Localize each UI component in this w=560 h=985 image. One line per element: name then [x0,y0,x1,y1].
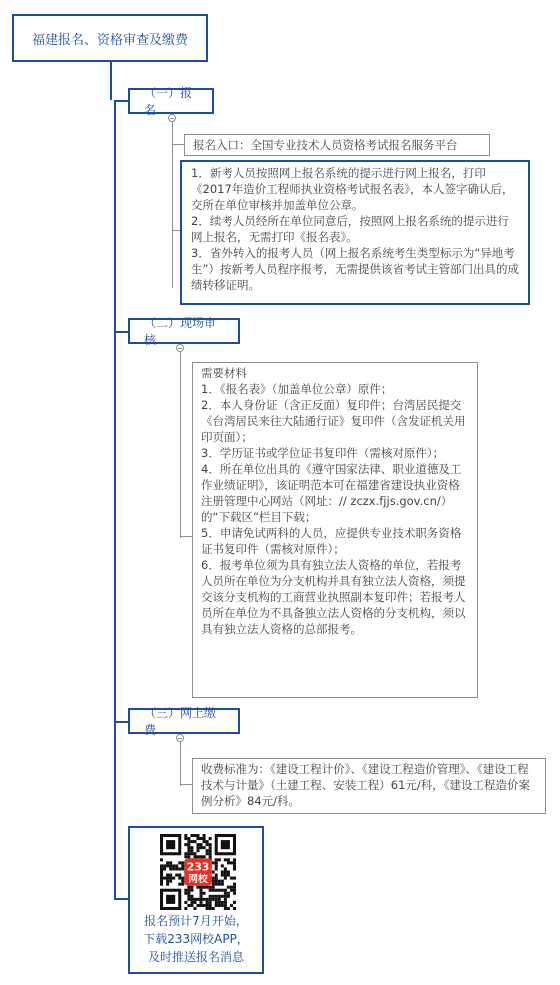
onsite-review-note [192,362,478,698]
registration-items-note [180,160,530,305]
qr-badge-number: 233 [186,860,210,874]
app-promo-card[interactable] [128,826,264,974]
sub-tick-s2 [180,536,192,537]
root-title: 福建报名、资格审查及缴费 [31,32,188,48]
material-item-2: 2．本人身份证（含正反面）复印件；台湾居民提交《台湾居民来往大陆通行证》复印件（含发证机关用印页面）； [201,398,466,444]
section-label: （三）网上缴费 [144,706,217,737]
section-label: （一）报名 [144,86,193,117]
material-item-5: 5．申请免试两科的人员，应提供专业技术职务资格证书复印件（需核对原件）； [201,526,462,556]
promo-line-1: 报名预计7月开始， [144,914,248,928]
registration-entry-note [184,134,490,156]
materials-heading: 需要材料 [201,366,247,380]
material-item-1: 1．《报名表》（加盖单位公章）原件； [201,382,393,396]
section-onsite-review[interactable] [128,316,240,347]
sub-line-s3 [180,738,181,786]
registration-item-1: 1．新考人员按照网上报名系统的提示进行网上报名，打印《2017年造价工程师执业资格考试报名表》，本人签字确认后，交所在单位审核并加盖单位公章。 [191,166,514,212]
trunk-line-top [110,62,112,100]
qr-code-icon[interactable] [160,834,236,910]
section-label: （二）现场审核 [144,316,217,347]
qr-badge-text: 网校 [188,874,208,886]
sub-tick-s3 [180,784,192,785]
root-node[interactable] [12,14,208,62]
payment-note [192,758,546,814]
promo-line-2: 下载233网校APP， [143,932,249,946]
registration-entry: 报名入口：全国专业技术人员资格考试报名服务平台 [193,138,458,152]
sub-tick-items [172,230,180,231]
sub-tick-entry [172,144,184,145]
registration-item-3: 3．省外转入的报考人员（网上报名系统考生类型标示为“异地考生”）按新考人员程序报考，无需提供该省考试主管部门出具的成绩转移证明。 [191,246,519,292]
section-online-payment[interactable] [128,706,240,737]
promo-line-3: 及时推送报名消息 [147,950,244,964]
material-item-6: 6．报考单位须为具有独立法人资格的单位，若报考人员所在单位为分支机构并具有独立法人资格，须提交该分支机构的工商营业执照副本复印件；若报考人员所在单位为不具备独立法人资格的分支机构，须以具有独立法人资格的总部报考。 [201,558,466,636]
promo-text [130,912,262,966]
registration-item-2: 2．续考人员经所在单位同意后，按照网上报名系统的提示进行网上报名，无需打印《报名表》。 [191,214,509,244]
sub-line-s2 [180,348,181,538]
section-registration[interactable] [128,86,214,117]
payment-fee-text: 收费标准为：《建设工程计价》、《建设工程造价管理》、《建设工程技术与计量》（土建工程、安装工程）61元/科，《建设工程造价案例分析》84元/科。 [201,762,531,808]
material-item-3: 3．学历证书或学位证书复印件（需核对原件）； [201,446,445,460]
trunk-line [114,100,116,900]
material-item-4: 4．所在单位出具的《遵守国家法律、职业道德及工作业绩证明》，该证明范本可在福建省建设执业资格注册管理中心网站（网址：// zczx.fjjs.gov.cn/）的“下载区”栏目下载； [201,462,462,524]
